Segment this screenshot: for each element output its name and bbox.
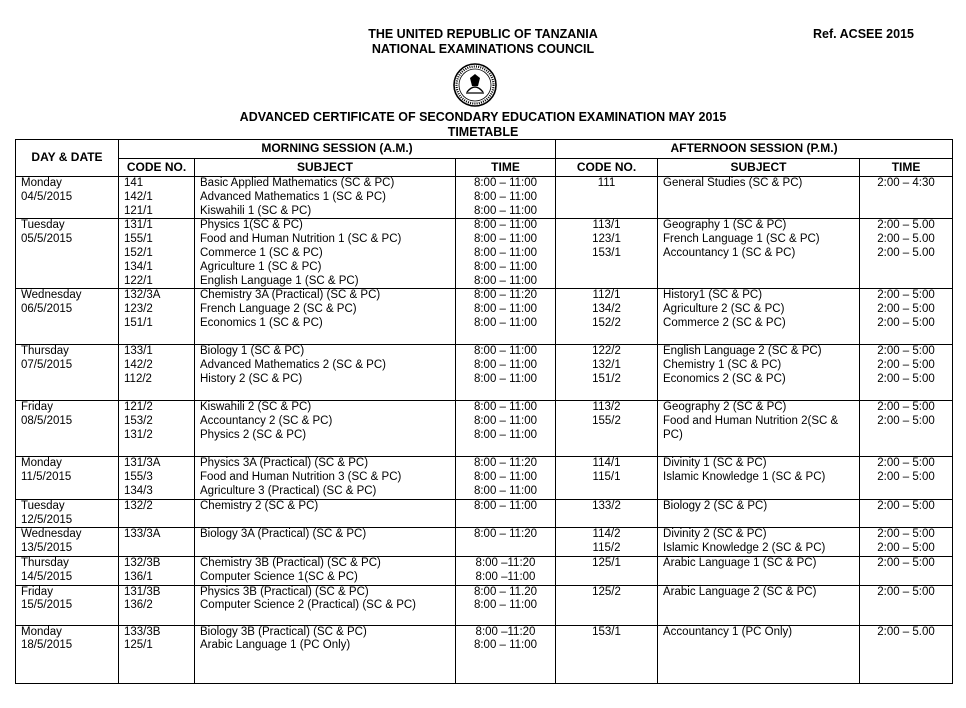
exam-subject: Chemistry 3B (Practical) (SC & PC) xyxy=(200,556,381,569)
exam-time: 8:00 –11:00 xyxy=(475,570,536,583)
table-row xyxy=(16,345,953,401)
am-code-cell xyxy=(119,499,195,528)
day-label: Monday xyxy=(21,457,62,470)
exam-time: 8:00 – 11:00 xyxy=(473,233,538,246)
exam-time: 8:00 – 11:00 xyxy=(473,359,538,372)
exam-code: 151/1 xyxy=(124,316,153,329)
exam-code: 134/2 xyxy=(592,303,621,316)
exam-time: 8:00 – 11:00 xyxy=(473,219,538,232)
exam-code: 133/3B xyxy=(124,625,161,638)
exam-title: ADVANCED CERTIFICATE OF SECONDARY EDUCATION EXAMINATION MAY 2015 xyxy=(239,110,727,124)
exam-subject: English Language 1 (SC & PC) xyxy=(200,274,359,287)
table-row xyxy=(16,585,953,625)
exam-time: 8:00 – 11:00 xyxy=(473,177,538,189)
exam-code: 113/1 xyxy=(592,219,621,232)
exam-time: 8:00 – 11:00 xyxy=(473,599,538,612)
exam-code: 123/2 xyxy=(124,303,153,316)
exam-time: 8:00 – 11:20 xyxy=(473,528,538,541)
exam-code: 123/1 xyxy=(592,233,621,246)
pm-time-cell xyxy=(860,528,953,557)
day-date-cell xyxy=(16,345,119,401)
am-time-cell xyxy=(456,625,556,683)
exam-time: 8:00 – 11:00 xyxy=(473,274,538,287)
pm-code-header: CODE NO. xyxy=(556,159,658,177)
timetable-subtitle: TIMETABLE xyxy=(447,125,519,139)
exam-time: 2:00 – 5:00 xyxy=(877,528,935,541)
am-subject-cell xyxy=(195,528,456,557)
pm-time-cell xyxy=(860,457,953,499)
table-row xyxy=(16,219,953,289)
exam-subject: English Language 2 (SC & PC) xyxy=(663,345,822,358)
exam-subject: Advanced Mathematics 1 (SC & PC) xyxy=(200,190,386,203)
table-row xyxy=(16,499,953,528)
pm-code-cell xyxy=(556,625,658,683)
am-subject-cell xyxy=(195,401,456,457)
pm-time-cell xyxy=(860,177,953,219)
am-time-cell xyxy=(456,528,556,557)
exam-subject: Basic Applied Mathematics (SC & PC) xyxy=(200,177,395,189)
am-code-cell xyxy=(119,585,195,625)
morning-session-header: MORNING SESSION (A.M.) xyxy=(119,140,556,159)
am-code-cell xyxy=(119,345,195,401)
exam-code: 153/1 xyxy=(592,625,621,638)
exam-time: 8:00 – 11:00 xyxy=(473,260,538,273)
exam-time: 2:00 – 5.00 xyxy=(877,625,935,638)
pm-subject-cell xyxy=(658,528,860,557)
exam-time: 8:00 – 11:00 xyxy=(473,471,538,484)
exam-code: 133/2 xyxy=(592,499,621,512)
exam-time: 8:00 – 11:00 xyxy=(473,303,538,316)
exam-code: 112/1 xyxy=(592,289,621,302)
am-time-cell xyxy=(456,219,556,289)
exam-time: 2:00 – 5:00 xyxy=(877,401,935,414)
table-row xyxy=(16,401,953,457)
am-subject-cell xyxy=(195,625,456,683)
day-date-cell xyxy=(16,528,119,557)
exam-subject: Physics 2 (SC & PC) xyxy=(200,428,307,441)
exam-time: 8:00 – 11:00 xyxy=(473,246,538,259)
exam-subject: Agriculture 2 (SC & PC) xyxy=(663,303,785,316)
exam-code: 153/2 xyxy=(124,415,153,428)
exam-subject: Food and Human Nutrition 2(SC & PC) xyxy=(663,415,839,441)
day-label: Wednesday xyxy=(21,289,82,302)
day-date-cell xyxy=(16,625,119,683)
exam-code: 134/1 xyxy=(124,260,153,273)
exam-time: 8:00 – 11:00 xyxy=(473,345,538,358)
exam-time: 8:00 – 11:00 xyxy=(473,428,538,441)
exam-time: 2:00 – 5:00 xyxy=(877,345,935,358)
table-row xyxy=(16,625,953,683)
table-row xyxy=(16,528,953,557)
exam-time: 2:00 – 5:00 xyxy=(877,303,935,316)
day-label: Monday xyxy=(21,625,62,638)
pm-code-cell xyxy=(556,499,658,528)
pm-time-cell xyxy=(860,219,953,289)
exam-subject: Biology 3B (Practical) (SC & PC) xyxy=(200,625,367,638)
am-time-header: TIME xyxy=(456,159,556,177)
exam-time: 2:00 – 5:00 xyxy=(877,359,935,372)
exam-subject: French Language 1 (SC & PC) xyxy=(663,233,820,246)
exam-subject: Advanced Mathematics 2 (SC & PC) xyxy=(200,359,386,372)
exam-subject: Commerce 2 (SC & PC) xyxy=(663,316,786,329)
exam-time: 8:00 – 11:00 xyxy=(473,639,538,652)
pm-subject-cell xyxy=(658,289,860,345)
pm-code-cell xyxy=(556,177,658,219)
day-label: Monday xyxy=(21,177,62,189)
exam-code: 122/1 xyxy=(124,274,153,287)
day-date-cell xyxy=(16,289,119,345)
exam-code: 132/3B xyxy=(124,556,161,569)
pm-code-cell xyxy=(556,528,658,557)
date-label: 11/5/2015 xyxy=(21,471,72,484)
exam-subject: Physics 3A (Practical) (SC & PC) xyxy=(200,457,369,470)
am-code-cell xyxy=(119,177,195,219)
exam-subject: Chemistry 3A (Practical) (SC & PC) xyxy=(200,289,381,302)
exam-code: 131/3A xyxy=(124,457,161,470)
pm-time-cell xyxy=(860,556,953,585)
exam-subject: Economics 1 (SC & PC) xyxy=(200,316,323,329)
afternoon-session-header: AFTERNOON SESSION (P.M.) xyxy=(556,140,953,159)
exam-time: 8:00 – 11.20 xyxy=(473,585,538,598)
exam-time: 2:00 – 5:00 xyxy=(877,556,935,569)
exam-code: 151/2 xyxy=(592,372,621,385)
am-code-cell xyxy=(119,289,195,345)
exam-code: 155/3 xyxy=(124,471,153,484)
day-label: Tuesday xyxy=(21,219,65,232)
exam-subject: History1 (SC & PC) xyxy=(663,289,763,302)
am-subject-cell xyxy=(195,345,456,401)
pm-subject-cell xyxy=(658,219,860,289)
day-date-cell xyxy=(16,457,119,499)
exam-subject: Geography 1 (SC & PC) xyxy=(663,219,787,232)
pm-subject-cell xyxy=(658,556,860,585)
exam-subject: Islamic Knowledge 1 (SC & PC) xyxy=(663,471,826,484)
pm-time-cell xyxy=(860,289,953,345)
day-label: Friday xyxy=(21,401,53,414)
exam-subject: Economics 2 (SC & PC) xyxy=(663,372,786,385)
exam-code: 142/2 xyxy=(124,359,153,372)
exam-code: 125/1 xyxy=(124,639,153,652)
table-row xyxy=(16,289,953,345)
exam-subject: Agriculture 3 (Practical) (SC & PC) xyxy=(200,484,377,497)
exam-code: 155/1 xyxy=(124,233,153,246)
council-title: NATIONAL EXAMINATIONS COUNCIL xyxy=(371,42,595,56)
date-label: 05/5/2015 xyxy=(21,233,73,246)
exam-time: 2:00 – 5:00 xyxy=(877,289,935,302)
pm-code-cell xyxy=(556,219,658,289)
exam-code: 125/1 xyxy=(592,556,621,569)
pm-time-cell xyxy=(860,401,953,457)
pm-time-cell xyxy=(860,585,953,625)
am-code-cell xyxy=(119,556,195,585)
pm-subject-cell xyxy=(658,401,860,457)
day-date-cell xyxy=(16,499,119,528)
exam-time: 2:00 – 5:00 xyxy=(877,457,935,470)
exam-subject: Agriculture 1 (SC & PC) xyxy=(200,260,322,273)
exam-code: 113/2 xyxy=(592,401,621,414)
exam-subject: Chemistry 1 (SC & PC) xyxy=(663,359,782,372)
pm-code-cell xyxy=(556,556,658,585)
exam-subject: Biology 1 (SC & PC) xyxy=(200,345,305,358)
pm-subject-cell xyxy=(658,585,860,625)
am-subject-cell xyxy=(195,499,456,528)
exam-subject: Geography 2 (SC & PC) xyxy=(663,401,787,414)
exam-subject: Arabic Language 1 (PC Only) xyxy=(200,639,351,652)
exam-subject: Computer Science 2 (Practical) (SC & PC) xyxy=(200,599,417,612)
exam-code: 131/3B xyxy=(124,585,161,598)
exam-code: 114/2 xyxy=(592,528,621,541)
exam-subject: History 2 (SC & PC) xyxy=(200,372,303,385)
am-code-cell xyxy=(119,219,195,289)
exam-subject: Arabic Language 2 (SC & PC) xyxy=(663,585,817,598)
exam-subject: Physics 3B (Practical) (SC & PC) xyxy=(200,585,369,598)
am-subject-cell xyxy=(195,457,456,499)
day-date-cell xyxy=(16,177,119,219)
day-label: Tuesday xyxy=(21,499,65,512)
exam-time: 8:00 – 11:00 xyxy=(473,484,538,497)
exam-subject: Food and Human Nutrition 3 (SC & PC) xyxy=(200,471,402,484)
exam-time: 8:00 – 11:00 xyxy=(473,499,538,512)
reference-number: Ref. ACSEE 2015 xyxy=(813,27,914,41)
council-seal-icon xyxy=(452,62,498,108)
exam-code: 152/2 xyxy=(592,316,621,329)
am-subject-cell xyxy=(195,177,456,219)
date-label: 13/5/2015 xyxy=(21,542,73,555)
exam-time: 8:00 – 11:00 xyxy=(473,372,538,385)
exam-code: 141 xyxy=(124,177,144,189)
pm-code-cell xyxy=(556,345,658,401)
date-label: 08/5/2015 xyxy=(21,415,73,428)
day-date-cell xyxy=(16,219,119,289)
day-date-cell xyxy=(16,401,119,457)
timetable xyxy=(15,139,953,684)
exam-code: 152/1 xyxy=(124,246,153,259)
exam-code: 133/1 xyxy=(124,345,153,358)
exam-time: 2:00 – 5:00 xyxy=(877,316,935,329)
am-subject-cell xyxy=(195,556,456,585)
exam-code: 121/1 xyxy=(124,204,153,217)
exam-subject: Accountancy 1 (PC Only) xyxy=(663,625,793,638)
pm-subject-cell xyxy=(658,457,860,499)
exam-code: 132/3A xyxy=(124,289,161,302)
am-code-cell xyxy=(119,625,195,683)
exam-code: 122/2 xyxy=(592,345,621,358)
am-subject-header: SUBJECT xyxy=(195,159,456,177)
date-label: 18/5/2015 xyxy=(21,639,73,652)
day-label: Friday xyxy=(21,585,53,598)
exam-subject: Computer Science 1(SC & PC) xyxy=(200,570,358,583)
table-row xyxy=(16,556,953,585)
exam-code: 111 xyxy=(597,177,616,189)
exam-subject: Accountancy 2 (SC & PC) xyxy=(200,415,333,428)
exam-time: 2:00 – 5:00 xyxy=(877,542,935,555)
exam-subject: Divinity 2 (SC & PC) xyxy=(663,528,767,541)
exam-time: 2:00 – 5.00 xyxy=(877,246,935,259)
timetable-body xyxy=(16,177,953,684)
date-label: 12/5/2015 xyxy=(21,513,73,526)
am-time-cell xyxy=(456,289,556,345)
exam-code: 153/1 xyxy=(592,246,621,259)
exam-subject: Food and Human Nutrition 1 (SC & PC) xyxy=(200,233,402,246)
exam-time: 2:00 – 5:00 xyxy=(877,585,935,598)
exam-code: 136/2 xyxy=(124,599,153,612)
exam-time: 8:00 – 11:00 xyxy=(473,316,538,329)
pm-subject-cell xyxy=(658,177,860,219)
date-label: 07/5/2015 xyxy=(21,359,73,372)
exam-subject: Divinity 1 (SC & PC) xyxy=(663,457,767,470)
pm-code-cell xyxy=(556,585,658,625)
exam-code: 155/2 xyxy=(592,415,621,428)
exam-time: 8:00 –11:20 xyxy=(475,556,536,569)
exam-time: 8:00 – 11:20 xyxy=(473,457,538,470)
exam-subject: Kiswahili 2 (SC & PC) xyxy=(200,401,312,414)
exam-time: 8:00 – 11:00 xyxy=(473,190,538,203)
pm-code-cell xyxy=(556,457,658,499)
exam-time: 8:00 – 11:00 xyxy=(473,401,538,414)
table-row xyxy=(16,457,953,499)
exam-time: 2:00 – 5.00 xyxy=(877,219,935,232)
exam-code: 136/1 xyxy=(124,570,153,583)
pm-time-header: TIME xyxy=(860,159,953,177)
table-row xyxy=(16,177,953,219)
am-code-header: CODE NO. xyxy=(119,159,195,177)
exam-time: 2:00 – 5:00 xyxy=(877,372,935,385)
exam-subject: Physics 1(SC & PC) xyxy=(200,219,303,232)
pm-time-cell xyxy=(860,345,953,401)
am-subject-cell xyxy=(195,289,456,345)
day-date-header: DAY & DATE xyxy=(16,140,119,177)
am-time-cell xyxy=(456,401,556,457)
pm-subject-cell xyxy=(658,345,860,401)
am-code-cell xyxy=(119,401,195,457)
exam-code: 142/1 xyxy=(124,190,153,203)
am-time-cell xyxy=(456,585,556,625)
exam-code: 132/2 xyxy=(124,499,153,512)
exam-time: 2:00 – 4:30 xyxy=(877,177,935,189)
day-label: Thursday xyxy=(21,556,69,569)
exam-code: 115/1 xyxy=(592,471,621,484)
am-time-cell xyxy=(456,499,556,528)
exam-code: 134/3 xyxy=(124,484,153,497)
date-label: 06/5/2015 xyxy=(21,303,73,316)
day-label: Wednesday xyxy=(21,528,82,541)
exam-time: 2:00 – 5:00 xyxy=(877,499,935,512)
exam-subject: Islamic Knowledge 2 (SC & PC) xyxy=(663,542,826,555)
date-label: 14/5/2015 xyxy=(21,570,73,583)
exam-subject: Accountancy 1 (SC & PC) xyxy=(663,246,796,259)
pm-code-cell xyxy=(556,401,658,457)
pm-time-cell xyxy=(860,499,953,528)
exam-code: 112/2 xyxy=(124,372,152,385)
exam-subject: Kiswahili 1 (SC & PC) xyxy=(200,204,312,217)
exam-subject: General Studies (SC & PC) xyxy=(663,177,803,189)
country-title: THE UNITED REPUBLIC OF TANZANIA xyxy=(368,27,598,41)
pm-time-cell xyxy=(860,625,953,683)
exam-time: 2:00 – 5:00 xyxy=(877,471,935,484)
pm-subject-cell xyxy=(658,499,860,528)
exam-code: 131/2 xyxy=(124,428,153,441)
exam-code: 125/2 xyxy=(592,585,621,598)
exam-code: 114/1 xyxy=(592,457,621,470)
am-time-cell xyxy=(456,177,556,219)
am-code-cell xyxy=(119,457,195,499)
exam-subject: Biology 3A (Practical) (SC & PC) xyxy=(200,528,367,541)
exam-time: 8:00 – 11:00 xyxy=(473,415,538,428)
pm-subject-cell xyxy=(658,625,860,683)
day-date-cell xyxy=(16,585,119,625)
exam-time: 2:00 – 5:00 xyxy=(877,415,935,428)
exam-subject: Commerce 1 (SC & PC) xyxy=(200,246,323,259)
am-subject-cell xyxy=(195,219,456,289)
am-subject-cell xyxy=(195,585,456,625)
exam-subject: Arabic Language 1 (SC & PC) xyxy=(663,556,817,569)
day-label: Thursday xyxy=(21,345,69,358)
am-code-cell xyxy=(119,528,195,557)
exam-code: 132/1 xyxy=(592,359,621,372)
exam-code: 115/2 xyxy=(592,542,621,555)
exam-time: 8:00 – 11:20 xyxy=(473,289,538,302)
date-label: 15/5/2015 xyxy=(21,599,73,612)
exam-code: 121/2 xyxy=(124,401,153,414)
exam-time: 8:00 – 11:00 xyxy=(473,204,538,217)
exam-time: 2:00 – 5.00 xyxy=(877,233,935,246)
date-label: 04/5/2015 xyxy=(21,190,73,203)
exam-subject: French Language 2 (SC & PC) xyxy=(200,303,357,316)
day-date-cell xyxy=(16,556,119,585)
pm-subject-header: SUBJECT xyxy=(658,159,860,177)
exam-subject: Chemistry 2 (SC & PC) xyxy=(200,499,319,512)
exam-time: 8:00 –11:20 xyxy=(475,625,536,638)
am-time-cell xyxy=(456,556,556,585)
exam-code: 131/1 xyxy=(124,219,153,232)
am-time-cell xyxy=(456,345,556,401)
pm-code-cell xyxy=(556,289,658,345)
am-time-cell xyxy=(456,457,556,499)
exam-subject: Biology 2 (SC & PC) xyxy=(663,499,768,512)
exam-code: 133/3A xyxy=(124,528,161,541)
